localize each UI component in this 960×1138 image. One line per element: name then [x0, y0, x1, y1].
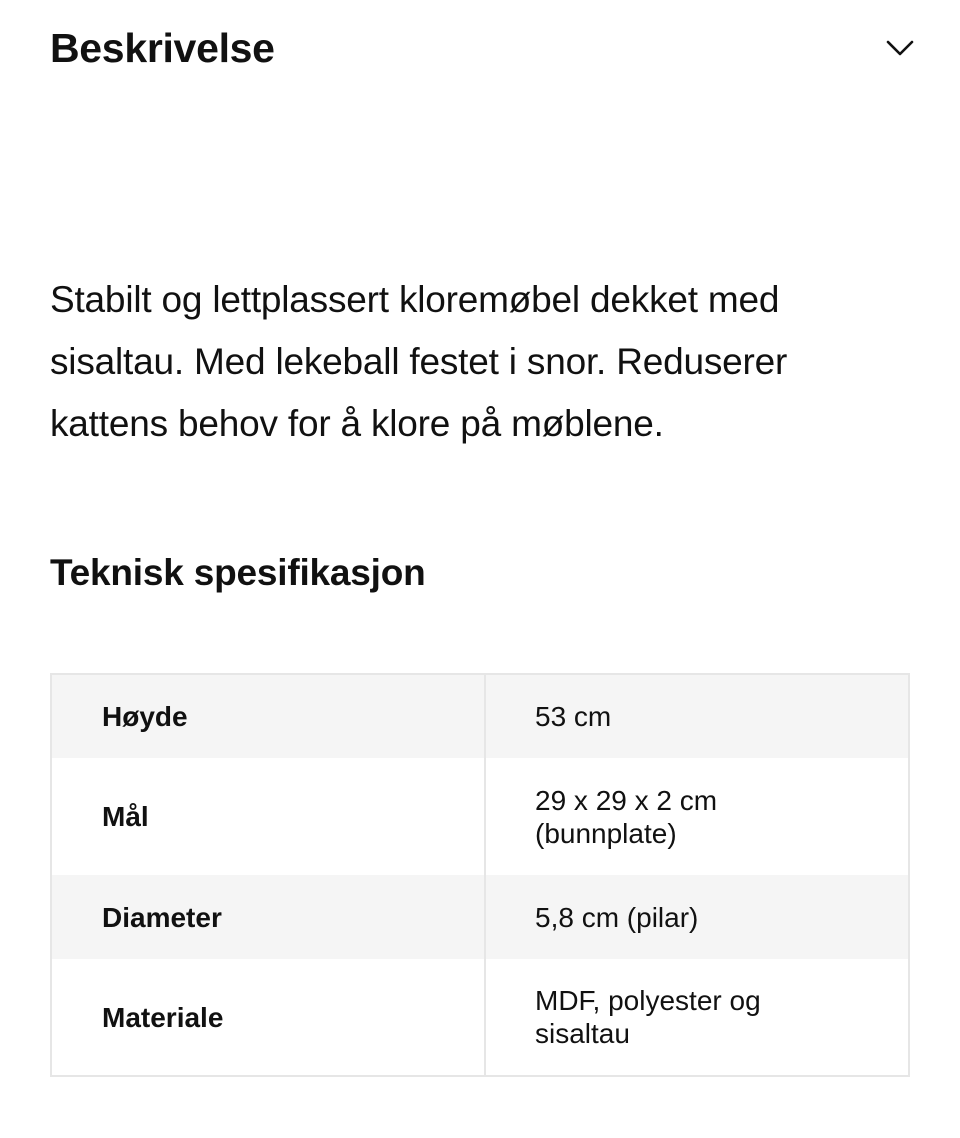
table-row — [51, 758, 909, 875]
specification-title: Teknisk spesifikasjon — [50, 552, 426, 593]
spec-value-line: 29 x 29 x 2 cm — [535, 784, 718, 816]
table-row — [51, 674, 909, 758]
table-row — [51, 959, 909, 1076]
spec-label-height: Høyde — [51, 674, 485, 758]
table-row — [51, 875, 909, 959]
chevron-down-icon[interactable] — [880, 28, 920, 68]
spec-value-material — [485, 959, 909, 1076]
spec-value-line: 5,8 cm (pilar) — [535, 901, 699, 933]
spec-value-line: MDF, polyester og — [535, 985, 761, 1016]
spec-label-material: Materiale — [51, 959, 485, 1076]
specification-table — [50, 673, 910, 1077]
spec-value-line: 53 cm — [535, 701, 612, 732]
spec-value-height — [485, 674, 909, 758]
spec-value-diameter — [485, 875, 909, 959]
spec-label-diameter: Diameter — [51, 875, 485, 959]
spec-value-line: (bunnplate) — [535, 817, 677, 849]
spec-label-dimensions: Mål — [51, 758, 485, 875]
description-accordion-header[interactable] — [50, 18, 910, 78]
description-text: Stabilt og lettplassert kloremøbel dekket med sisaltau. Med lekeball festet i snor. Reduserer kattens behov for å klore på møblene. — [50, 279, 788, 444]
description-title: Beskrivelse — [50, 24, 275, 71]
spec-value-line: sisaltau — [535, 1018, 630, 1049]
spec-value-dimensions — [485, 758, 909, 875]
